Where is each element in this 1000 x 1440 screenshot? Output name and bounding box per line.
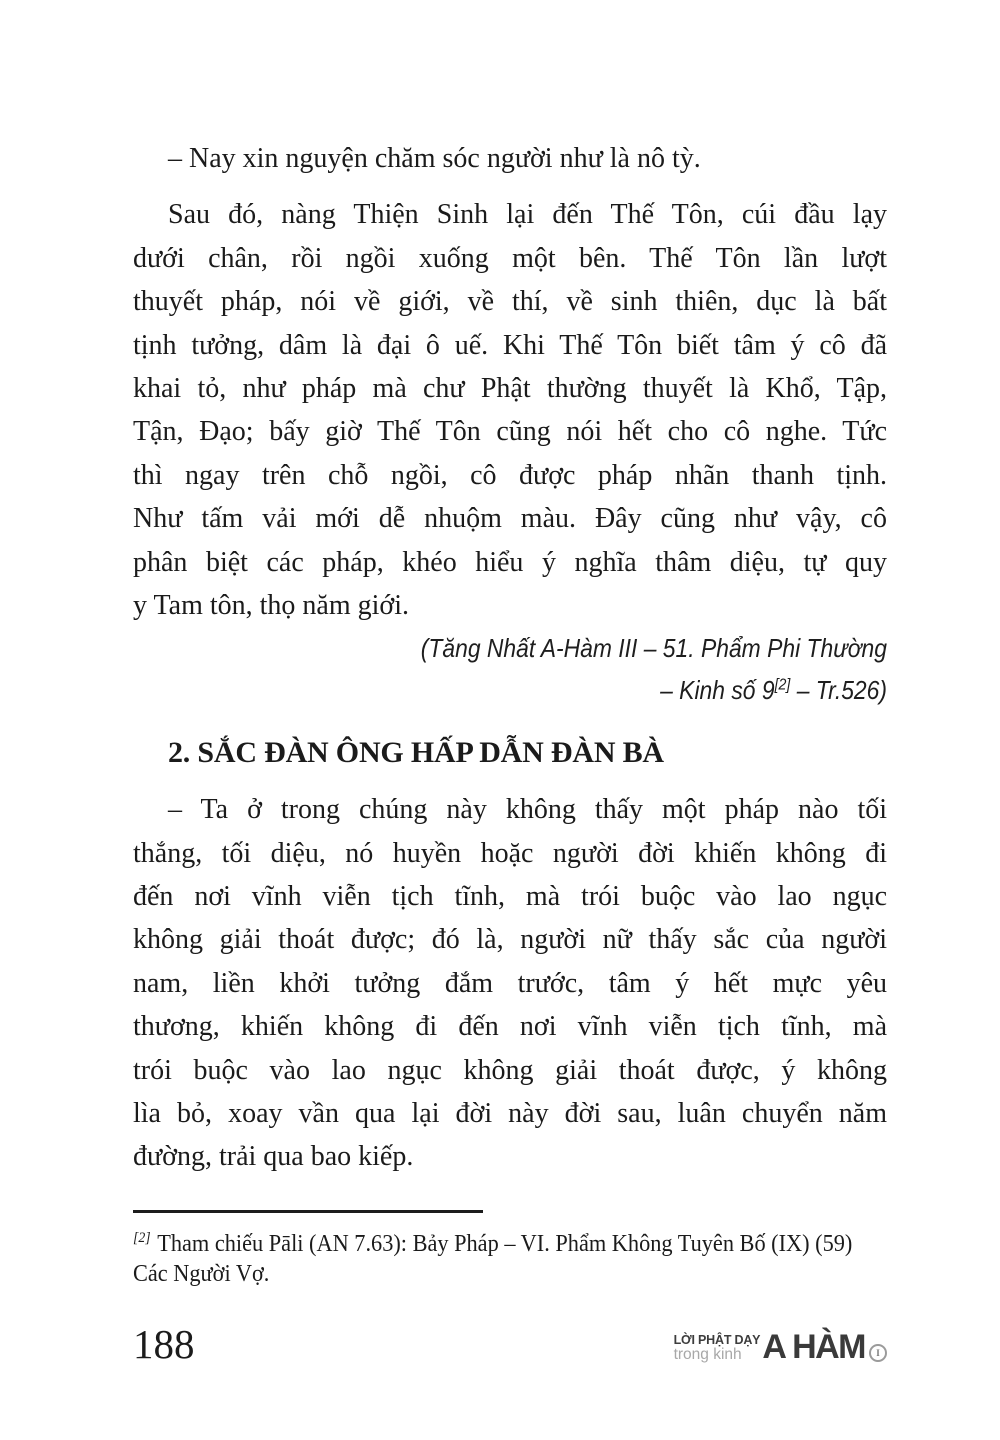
text-line: đường, trải qua bao kiếp. [133, 1141, 414, 1173]
footnote [133, 1229, 853, 1289]
text-line: tịnh tưởng, dâm là đại ô uế. Khi Thế Tôn biết tâm ý cô đã [133, 329, 887, 361]
citation-line [223, 669, 887, 711]
page-body [133, 137, 887, 1179]
text-line: Tận, Đạo; bấy giờ Thế Tôn cũng nói hết cho cô nghe. Tức [133, 416, 887, 448]
text-line: thì ngay trên chỗ ngồi, cô được pháp nhãn thanh tịnh. [133, 459, 887, 491]
citation-text: – Kinh số 9 [660, 675, 775, 706]
page-number: 188 [133, 1321, 195, 1367]
logo-tagline-top: LỜI PHẬT DẠY [673, 1333, 761, 1347]
paragraph-1 [133, 193, 887, 627]
text-line: trói buộc vào lao ngục không giải thoát được, ý không [133, 1054, 887, 1086]
book-logo [673, 1328, 887, 1366]
text-line: không giải thoát được; đó là, người nữ thấy sắc của người [133, 924, 887, 956]
text-line: dưới chân, rồi ngồi xuống một bên. Thế Tôn lần lượt [133, 242, 887, 274]
citation-text: – Tr.526) [790, 675, 887, 706]
citation [223, 627, 887, 711]
text-line: thắng, tối diệu, nó huyền hoặc người đời khiến không đi [133, 837, 887, 869]
footnote-marker: [2] [133, 1229, 151, 1246]
footnote-reference: [2] [774, 675, 791, 694]
footnote-rule [133, 1210, 483, 1213]
citation-line: (Tăng Nhất A-Hàm III – 51. Phẩm Phi Thường [420, 633, 887, 664]
text-line: đến nơi vĩnh viễn tịch tĩnh, mà trói buộc vào lao ngục [133, 881, 887, 913]
logo-tagline-bottom: trong kinh [673, 1346, 742, 1363]
text-line: Sau đó, nàng Thiện Sinh lại đến Thế Tôn, cúi đầu lạy [168, 199, 887, 231]
text-line: – Ta ở trong chúng này không thấy một pháp nào tối [168, 794, 887, 826]
text-line: thương, khiến không đi đến nơi vĩnh viễn tịch tĩnh, mà [133, 1011, 887, 1043]
footnote-area [133, 1210, 893, 1289]
footnote-line: Các Người Vợ. [133, 1260, 270, 1287]
footnote-line [133, 1229, 853, 1259]
volume-badge-icon: I [869, 1344, 887, 1362]
section-heading: 2. SẮC ĐÀN ÔNG HẤP DẪN ĐÀN BÀ [168, 736, 664, 770]
text-line: thuyết pháp, nói về giới, về thí, về sinh thiên, dục là bất [133, 286, 887, 318]
logo-taglines [674, 1334, 761, 1362]
text-line: phân biệt các pháp, khéo hiểu ý nghĩa thâm diệu, tự quy [133, 546, 887, 578]
paragraph-2 [133, 788, 887, 1179]
footnote-text: Tham chiếu Pāli (AN 7.63): Bảy Pháp – VI. Phẩm Không Tuyên Bố (IX) (59) [157, 1230, 853, 1257]
text-line: Như tấm vải mới dễ nhuộm màu. Đây cũng như vậy, cô [133, 503, 887, 535]
text-line: nam, liền khởi tưởng đắm trước, tâm ý hết mực yêu [133, 967, 887, 999]
text-line: khai tỏ, như pháp mà chư Phật thường thuyết là Khổ, Tập, [133, 372, 887, 404]
text-line: lìa bỏ, xoay vần qua lại đời này đời sau, luân chuyển năm [133, 1098, 887, 1130]
text-line: y Tam tôn, thọ năm giới. [133, 589, 409, 621]
logo-title: A HÀM [762, 1328, 865, 1366]
dialogue-line: – Nay xin nguyện chăm sóc người như là nô tỳ. [168, 143, 701, 174]
